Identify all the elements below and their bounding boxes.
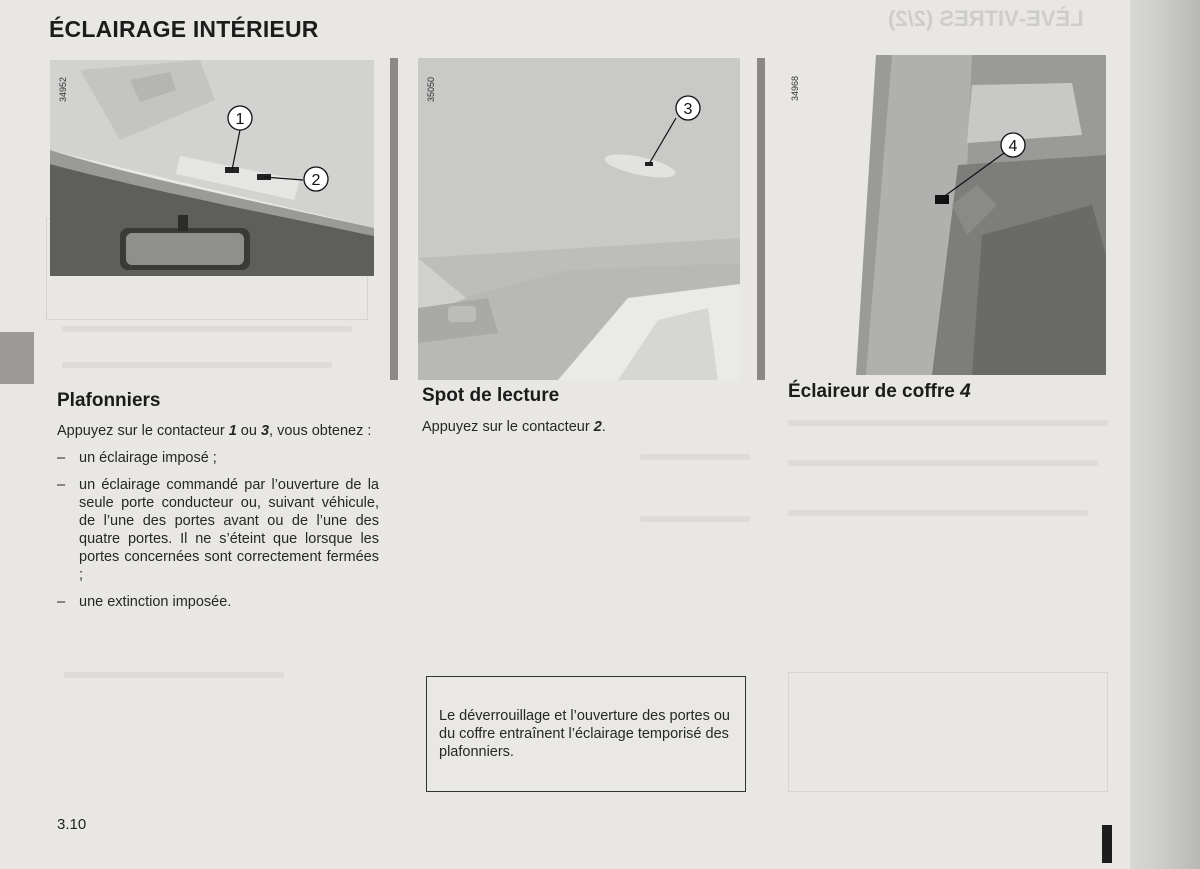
list-item-text: une extinction imposée. bbox=[79, 594, 232, 610]
heading-plafonniers: Plafonniers bbox=[57, 390, 161, 411]
callout-4: 4 bbox=[1008, 138, 1018, 155]
photo-code: 34952 bbox=[58, 76, 68, 102]
intro-text: Appuyez sur le contacteur bbox=[57, 423, 229, 439]
bleed-through-line bbox=[788, 510, 1088, 516]
bleed-through-line bbox=[640, 516, 750, 522]
column-divider bbox=[757, 58, 765, 380]
photo-code: 35050 bbox=[426, 76, 436, 102]
page-edge bbox=[1130, 0, 1200, 869]
photo-reading-spot bbox=[418, 58, 740, 380]
note-box bbox=[426, 676, 746, 792]
list-item-text: un éclairage commandé par l’ouverture de la seule porte conducteur ou, suivant véhicule, de l’une des portes avant ou de l’une des quatre portes. Il ne s’éteint que lorsque les portes concernées sont correctement fermées ; bbox=[79, 477, 379, 583]
spot-text: . bbox=[601, 419, 606, 435]
bleed-through-line bbox=[64, 672, 284, 678]
heading-eclaireur-de-coffre bbox=[788, 381, 971, 403]
plafonniers-body bbox=[57, 422, 379, 611]
intro-text: ou bbox=[236, 423, 261, 439]
switch-ref-1: 1 bbox=[228, 423, 237, 439]
list-item-text: un éclairage imposé ; bbox=[79, 450, 217, 466]
photo-code: 34968 bbox=[790, 75, 800, 101]
bleed-through-line bbox=[788, 420, 1108, 426]
list-dash: – bbox=[57, 450, 66, 466]
list-dash: – bbox=[57, 477, 66, 493]
list-item bbox=[57, 449, 379, 467]
boot-light-illustration bbox=[782, 55, 1106, 375]
switch-ref-2: 2 bbox=[593, 419, 602, 435]
bleed-through-line bbox=[788, 460, 1098, 466]
intro-text: , vous obtenez : bbox=[269, 423, 372, 439]
spot-body bbox=[422, 418, 742, 436]
list-item bbox=[57, 476, 379, 584]
bleed-through-line bbox=[640, 454, 750, 460]
column-divider bbox=[390, 58, 398, 380]
callout-1: 1 bbox=[235, 111, 245, 128]
switch-ref-4: 4 bbox=[960, 381, 971, 402]
page-title: ÉCLAIRAGE INTÉRIEUR bbox=[49, 16, 319, 42]
list-item bbox=[57, 593, 379, 611]
callout-2: 2 bbox=[311, 172, 321, 189]
lighting-options-list bbox=[57, 449, 379, 611]
chapter-tab bbox=[0, 332, 34, 384]
page-number: 3.10 bbox=[57, 816, 87, 833]
list-dash: – bbox=[57, 594, 66, 610]
bleed-through-line bbox=[62, 362, 332, 368]
switch-ref-3: 3 bbox=[260, 423, 270, 439]
bleed-through-box bbox=[788, 672, 1108, 792]
note-text: Le déverrouillage et l’ouverture des portes ou du coffre entraînent l’éclairage temporisé des plafonniers. bbox=[439, 708, 730, 760]
spot-text: Appuyez sur le contacteur bbox=[422, 419, 594, 435]
bleed-through-heading: LÈVE-VITRES (2/2) bbox=[888, 6, 1084, 31]
dome-lights-illustration bbox=[50, 60, 374, 276]
photo-dome-lights bbox=[50, 60, 374, 276]
reading-spot-illustration bbox=[418, 58, 740, 380]
heading-spot-de-lecture: Spot de lecture bbox=[422, 385, 560, 406]
plafonniers-intro bbox=[57, 422, 379, 440]
section-marker bbox=[1102, 825, 1112, 863]
spot-instruction bbox=[422, 418, 742, 436]
callout-3: 3 bbox=[683, 101, 693, 118]
heading-text: Éclaireur de coffre bbox=[788, 381, 961, 402]
bleed-through-line bbox=[62, 326, 352, 332]
photo-boot-light bbox=[782, 55, 1106, 375]
